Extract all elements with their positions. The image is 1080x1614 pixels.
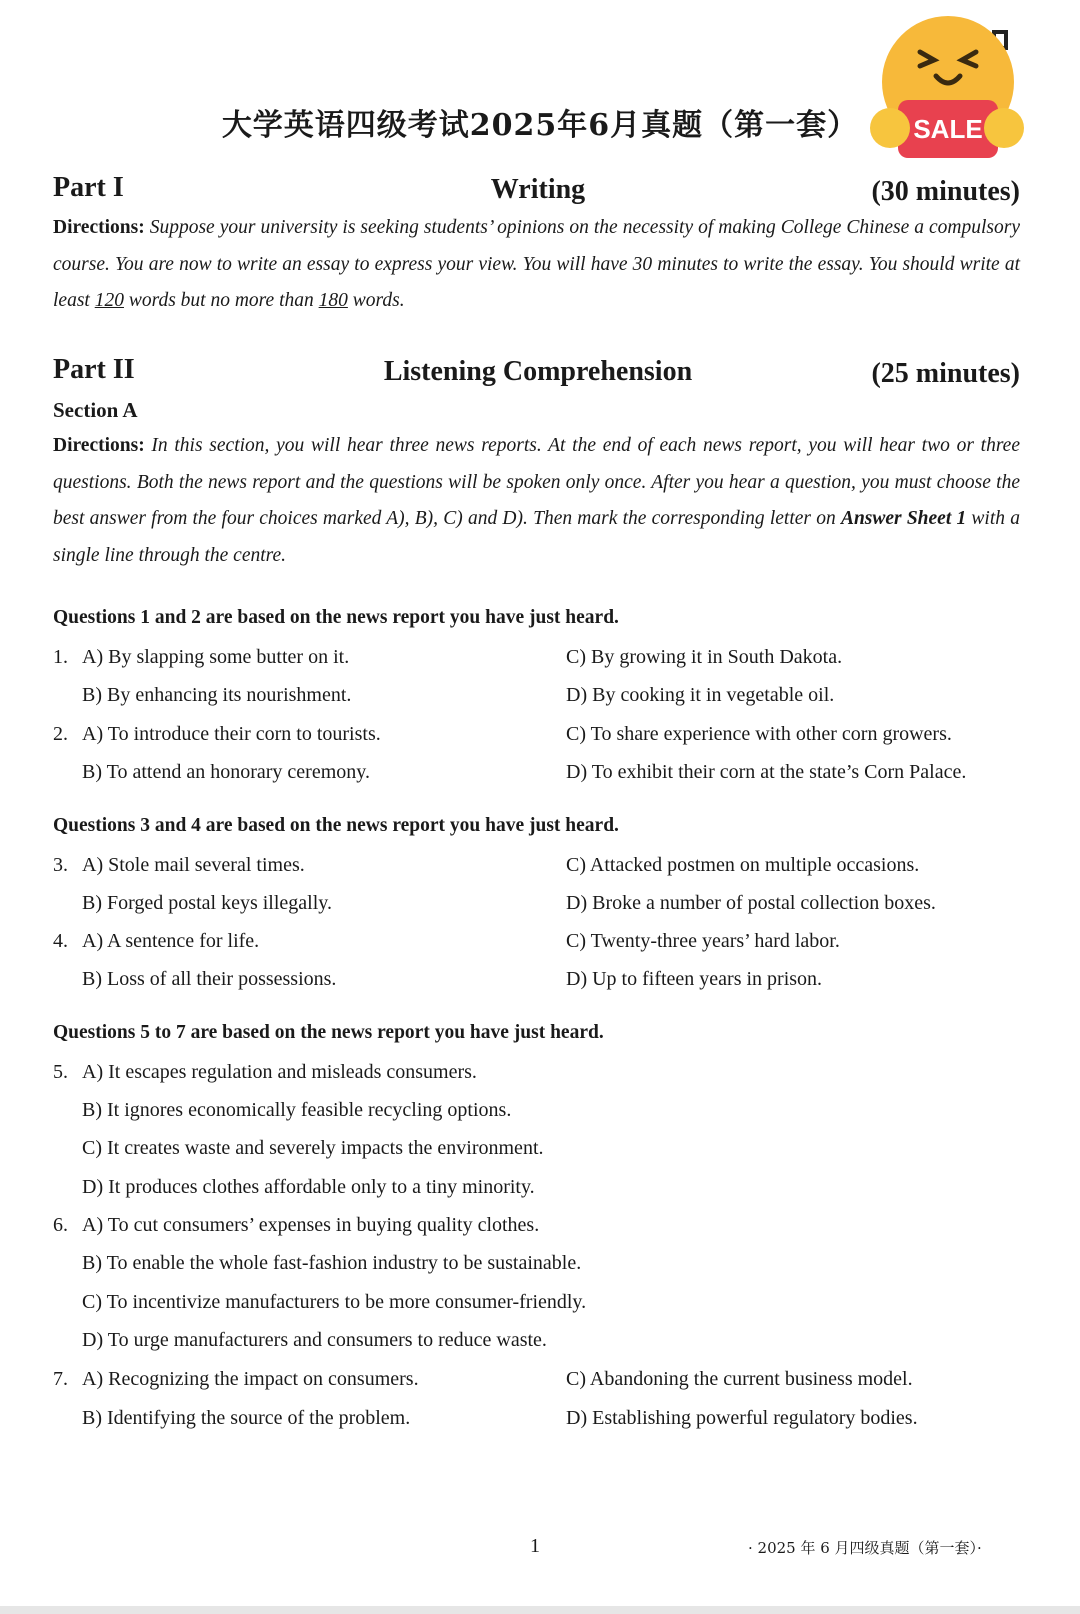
option-a: A) It escapes regulation and misleads consumers. — [82, 1061, 477, 1083]
option-b: B) Loss of all their possessions. — [82, 968, 337, 990]
part2-time: (25 minutes) — [871, 358, 1020, 389]
directions-label: Directions: — [53, 217, 145, 238]
sale-sticker — [868, 10, 1028, 170]
group-heading: Questions 5 to 7 are based on the news report you have just heard. — [53, 1022, 604, 1043]
option-d: D) To exhibit their corn at the state’s Corn Palace. — [566, 761, 967, 783]
option-a: A) To cut consumers’ expenses in buying quality clothes. — [82, 1214, 540, 1236]
answer-sheet: Answer Sheet 1 — [840, 508, 967, 529]
part2-title: Listening Comprehension — [383, 356, 693, 387]
option-c: C) It creates waste and severely impacts the environment. — [82, 1137, 544, 1159]
part1-label: Part I — [53, 172, 124, 203]
footer-tag: · 2025 年 6 月四级真题（第一套）· — [748, 1539, 982, 1557]
option-d: D) It produces clothes affordable only to a tiny minority. — [82, 1176, 535, 1198]
part1-directions: Directions: Suppose your university is seeking students’ opinions on the necessity of making College Chinese a compulsory course. You are now to write an essay to express your view. You will have 30 minutes to write the essay. You should write at least 120 words but no more than 180 words. — [53, 217, 1020, 311]
option-c: C) Twenty-three years’ hard labor. — [566, 930, 840, 952]
option-a: A) Recognizing the impact on consumers. — [82, 1368, 419, 1390]
page-number: 1 — [530, 1535, 540, 1557]
question-number: 5. — [53, 1061, 68, 1083]
group-heading: Questions 1 and 2 are based on the news report you have just heard. — [53, 607, 619, 628]
option-c: C) Attacked postmen on multiple occasions. — [566, 854, 920, 876]
page-title: 大学英语四级考试2025年6月真题（第一套） — [221, 108, 859, 143]
section-a-label: Section A — [53, 398, 138, 422]
question-number: 7. — [53, 1368, 68, 1390]
min-words: 120 — [94, 290, 124, 311]
group-heading: Questions 3 and 4 are based on the news report you have just heard. — [53, 815, 619, 836]
part1-time: (30 minutes) — [871, 176, 1020, 207]
option-c: C) Abandoning the current business model. — [566, 1368, 913, 1390]
sale-label: SALE — [913, 114, 983, 144]
option-c: C) By growing it in South Dakota. — [566, 646, 843, 668]
option-b: B) To enable the whole fast-fashion industry to be sustainable. — [82, 1252, 582, 1274]
directions-label: Directions: — [53, 435, 145, 456]
part1-title: Writing — [490, 174, 586, 205]
option-c: C) To share experience with other corn growers. — [566, 723, 952, 745]
option-a: A) Stole mail several times. — [82, 854, 305, 876]
question-number: 6. — [53, 1214, 68, 1236]
option-d: D) Broke a number of postal collection boxes. — [566, 892, 936, 914]
bottom-edge — [0, 1606, 1080, 1614]
option-d: D) By cooking it in vegetable oil. — [566, 684, 835, 706]
part2-directions: Directions: In this section, you will hear three news reports. At the end of each news report, you will hear two or three questions. Both the news report and the questions will be spoken only once. After you hear a question, you must choose the best answer from the four choices marked A), B), C) and D). Then mark the corresponding letter on Answer Sheet 1 with a single line through the centre. — [53, 435, 1020, 566]
option-b: B) Forged postal keys illegally. — [82, 892, 332, 914]
option-b: B) Identifying the source of the problem. — [82, 1407, 411, 1429]
question-number: 4. — [53, 930, 68, 952]
option-a: A) A sentence for life. — [82, 930, 260, 952]
question-number: 1. — [53, 646, 68, 668]
part2-label: Part II — [53, 354, 135, 385]
option-d: D) To urge manufacturers and consumers to reduce waste. — [82, 1329, 547, 1351]
question-number: 3. — [53, 854, 68, 876]
max-words: 180 — [318, 290, 348, 311]
option-d: D) Up to fifteen years in prison. — [566, 968, 823, 990]
option-b: B) By enhancing its nourishment. — [82, 684, 352, 706]
option-d: D) Establishing powerful regulatory bodies. — [566, 1407, 918, 1429]
option-a: A) By slapping some butter on it. — [82, 646, 350, 668]
option-a: A) To introduce their corn to tourists. — [82, 723, 381, 745]
question-number: 2. — [53, 723, 68, 745]
option-b: B) To attend an honorary ceremony. — [82, 761, 370, 783]
option-b: B) It ignores economically feasible recycling options. — [82, 1099, 512, 1121]
option-c: C) To incentivize manufacturers to be more consumer-friendly. — [82, 1291, 587, 1313]
